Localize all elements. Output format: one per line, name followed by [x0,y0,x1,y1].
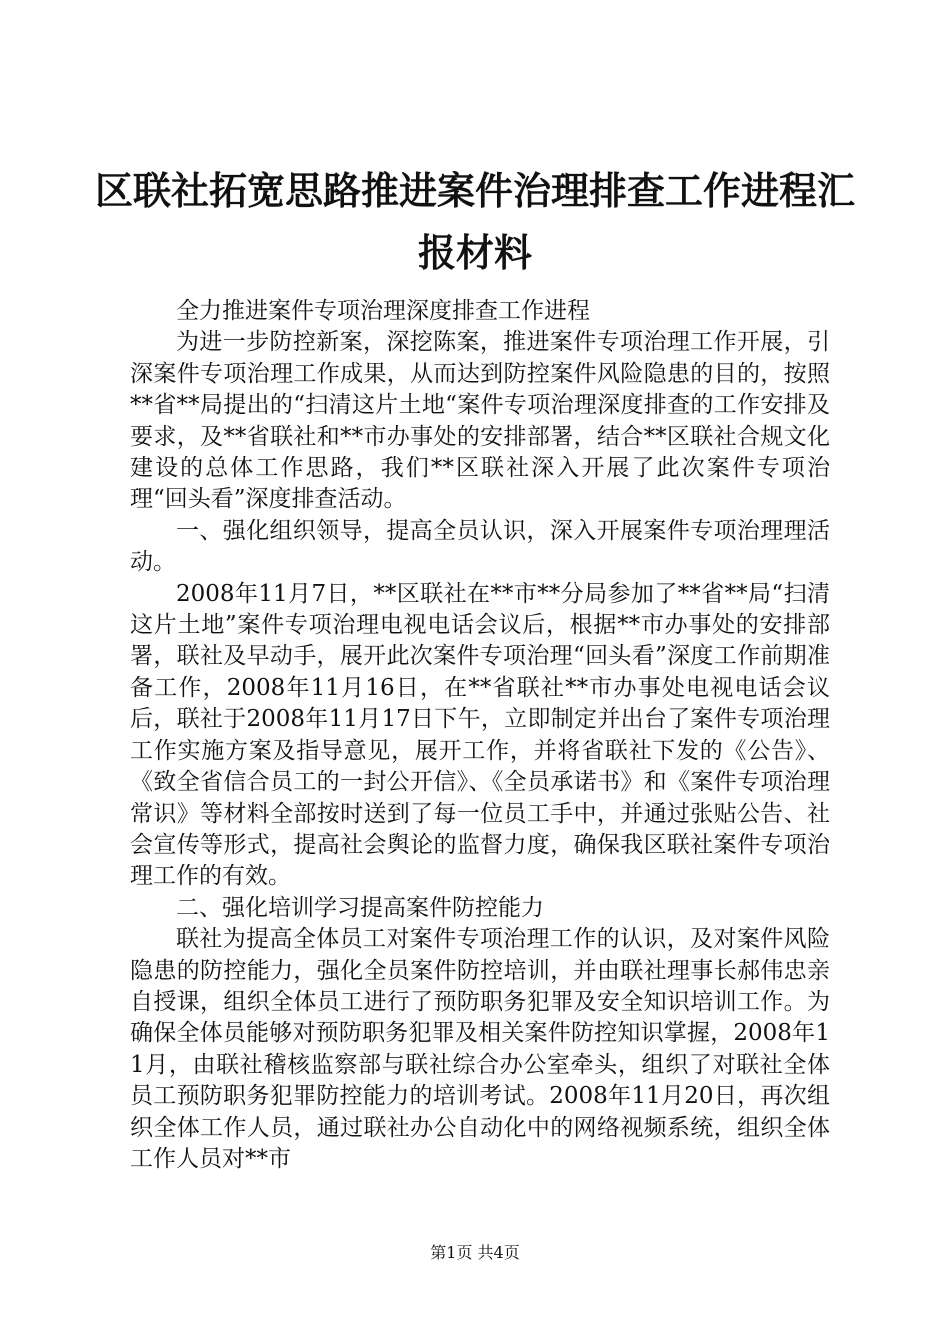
section-heading-2: 二、强化培训学习提高案件防控能力 [176,894,544,921]
paragraph-subtitle: 全力推进案件专项治理深度排查工作进程 [176,298,590,324]
page-number-footer: 第1页 共4页 [430,1243,520,1262]
paragraph-intro: 为进一步防控新案，深挖陈案，推进案件专项治理工作开展，引深案件专项治理工作成果，从而达到防控案件风险隐患的目的，按照**省**局提出的“扫清这片土地“案件专项治理深度排查的工作安排及要求，及**省联社和**市办事处的安排部署，结合**区联社合规文化建设的总体工作思路，我们**区联社深入开展了此次案件专项治理“回头看”深度排查活动。 [130,329,830,513]
document-body [130,296,830,1175]
paragraph-section-1: 2008年11月7日，**区联社在**市**分局参加了**省**局“扫清这片土地”案件专项治理电视电话会议后，根据**市办事处的安排部署，联社及早动手，展开此次案件专项治理“回头看”深度工作前期准备工作，2008年11月16日，在**省联社**市办事处电视电话会议后，联社于2008年11月17日下午，立即制定并出台了案件专项治理工作实施方案及指导意见，展开工作，并将省联社下发的《公告》、《致全省信合员工的一封公开信》、《全员承诺书》和《案件专项治理常识》等材料全部按时送到了每一位员工手中，并通过张贴公告、社会宣传等形式，提高社会舆论的监督力度，确保我区联社案件专项治理工作的有效。 [130,580,830,890]
paragraph-section-2: 联社为提高全体员工对案件专项治理工作的认识，及对案件风险隐患的防控能力，强化全员案件防控培训，并由联社理事长郝伟忠亲自授课，组织全体员工进行了预防职务犯罪及安全知识培训工作。为确保全体员能够对预防职务犯罪及相关案件防控知识掌握，2008年11月，由联社稽核监察部与联社综合办公室牵头，组织了对联社全体员工预防职务犯罪防控能力的培训考试。2008年11月20日，再次组织全体工作人员，通过联社办公自动化中的网络视频系统，组织全体工作人员对**市 [130,926,830,1172]
section-heading-1: 一、强化组织领导，提高全员认识，深入开展案件专项治理理活动。 [130,517,830,576]
document-title: 区联社拓宽思路推进案件治理排查工作进程汇报材料 [94,169,855,275]
